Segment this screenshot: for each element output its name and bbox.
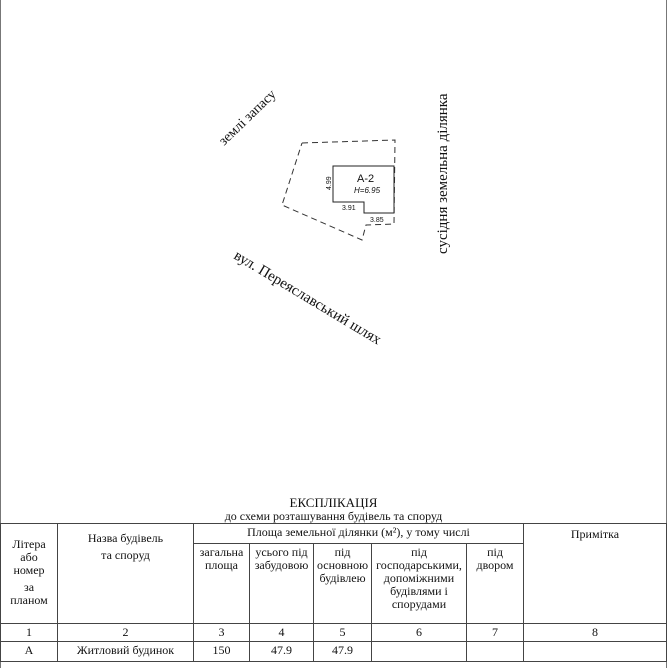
row-built-area: 47.9	[250, 642, 314, 662]
header-built-area: усього під забудовою	[250, 544, 314, 624]
row-aux-buildings	[372, 642, 467, 662]
header-name: Назва будівель та споруд	[58, 524, 194, 624]
column-number: 5	[314, 624, 372, 642]
column-number: 2	[58, 624, 194, 642]
explication-subtitle: до схеми розташування будівель та споруд	[224, 509, 443, 523]
row-yard	[467, 642, 524, 662]
column-number: 3	[194, 624, 250, 642]
reserve-land-label: землі запасу	[216, 87, 280, 149]
row-note	[524, 642, 667, 662]
column-number: 6	[372, 624, 467, 642]
explication-table	[0, 523, 667, 662]
header-letter: Літера або номер за планом	[1, 524, 58, 624]
street-label: вул. Переяславський шлях	[230, 247, 384, 349]
row-letter: А	[1, 642, 58, 662]
building-id: А-2	[357, 173, 375, 185]
header-total-area: загальна площа	[194, 544, 250, 624]
column-number: 4	[250, 624, 314, 642]
dimension-left: 4.99	[326, 176, 333, 190]
table-row	[1, 642, 667, 662]
neighbor-plot-label: сусідня земельна ділянка	[435, 93, 451, 254]
row-name: Житловий будинок	[58, 642, 194, 662]
column-number: 8	[524, 624, 667, 642]
building-height: H=6.95	[354, 186, 381, 195]
header-yard: під двором	[467, 544, 524, 624]
row-total-area: 150	[194, 642, 250, 662]
dimension-notch: 3.85	[370, 217, 384, 224]
header-note: Примітка	[524, 524, 667, 624]
column-number: 7	[467, 624, 524, 642]
dimension-bottom: 3.91	[342, 205, 356, 212]
header-aux-buildings: під господарськими, допоміжними будівлями і спорудами	[372, 544, 467, 624]
header-area-group: Площа земельної ділянки (м²), у тому числі	[194, 524, 524, 544]
row-main-building: 47.9	[314, 642, 372, 662]
explication-title: ЕКСПЛІКАЦІЯ	[289, 495, 378, 510]
column-number: 1	[1, 624, 58, 642]
header-main-building: під основною будівлею	[314, 544, 372, 624]
column-number-row	[1, 624, 667, 642]
